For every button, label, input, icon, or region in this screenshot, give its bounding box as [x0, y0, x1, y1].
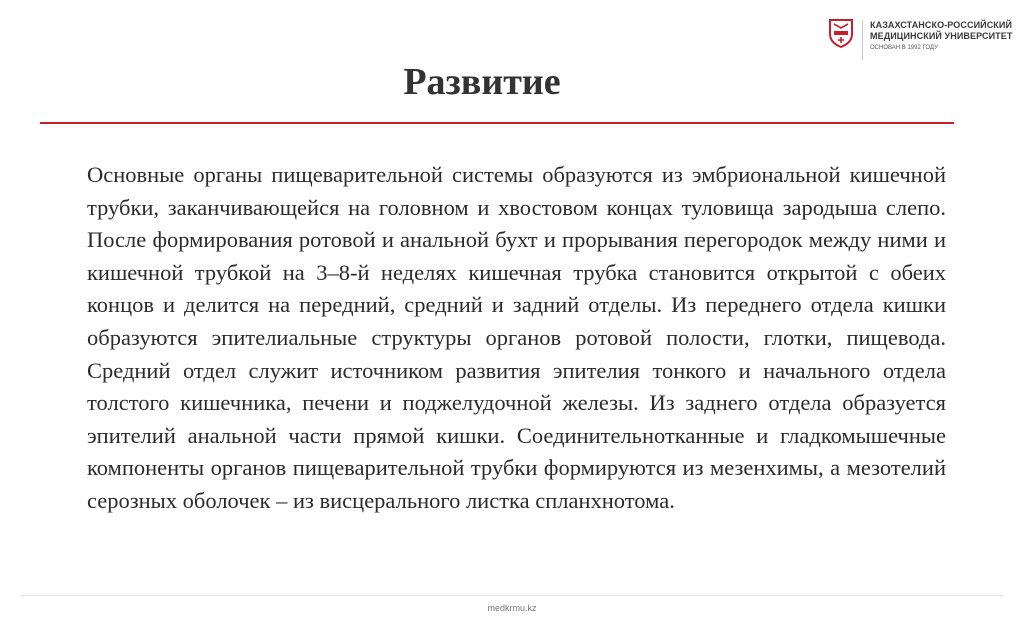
- logo-divider: [862, 20, 863, 60]
- footer-divider: [20, 595, 1004, 596]
- slide-title: Развитие: [403, 61, 561, 103]
- logo-university-name-line1: КАЗАХСТАНСКО-РОССИЙСКИЙ: [870, 20, 1013, 30]
- footer-site-link[interactable]: medkrmu.kz: [487, 603, 537, 613]
- university-logo: [828, 18, 1018, 62]
- logo-text: [870, 20, 1012, 53]
- slide-body-text: Основные органы пищеварительной системы образуются из эмбриональной кишечной трубки, заканчивающейся на головном и хвостовом концах туловища зародыша слепо. После формирования ротовой и анальной бухт и прорывания перегородок между ними и кишечной трубкой на 3–8-й неделях кишечная трубка становится открытой с обеих концов и делится на передний, средний и задний отделы. Из переднего отдела кишки образуются эпителиальные структуры органов ротовой полости, глотки, пищевода. Средний отдел служит источником развития эпителия тонкого и начального отдела толстого кишечника, печени и поджелудочной железы. Из заднего отдела образуется эпителий анальной части прямой кишки. Соединительнотканные и гладкомышечные компоненты органов пищеварительной трубки формируются из мезенхимы, а мезотелий серозных оболочек – из висцерального листка спланхнотома.: [87, 162, 946, 513]
- logo-university-name-line2: МЕДИЦИНСКИЙ УНИВЕРСИТЕТ: [870, 31, 1013, 41]
- university-emblem-icon: [828, 18, 854, 48]
- title-underline: [40, 122, 954, 124]
- logo-founded-caption: ОСНОВАН В 1992 ГОДУ: [870, 45, 938, 51]
